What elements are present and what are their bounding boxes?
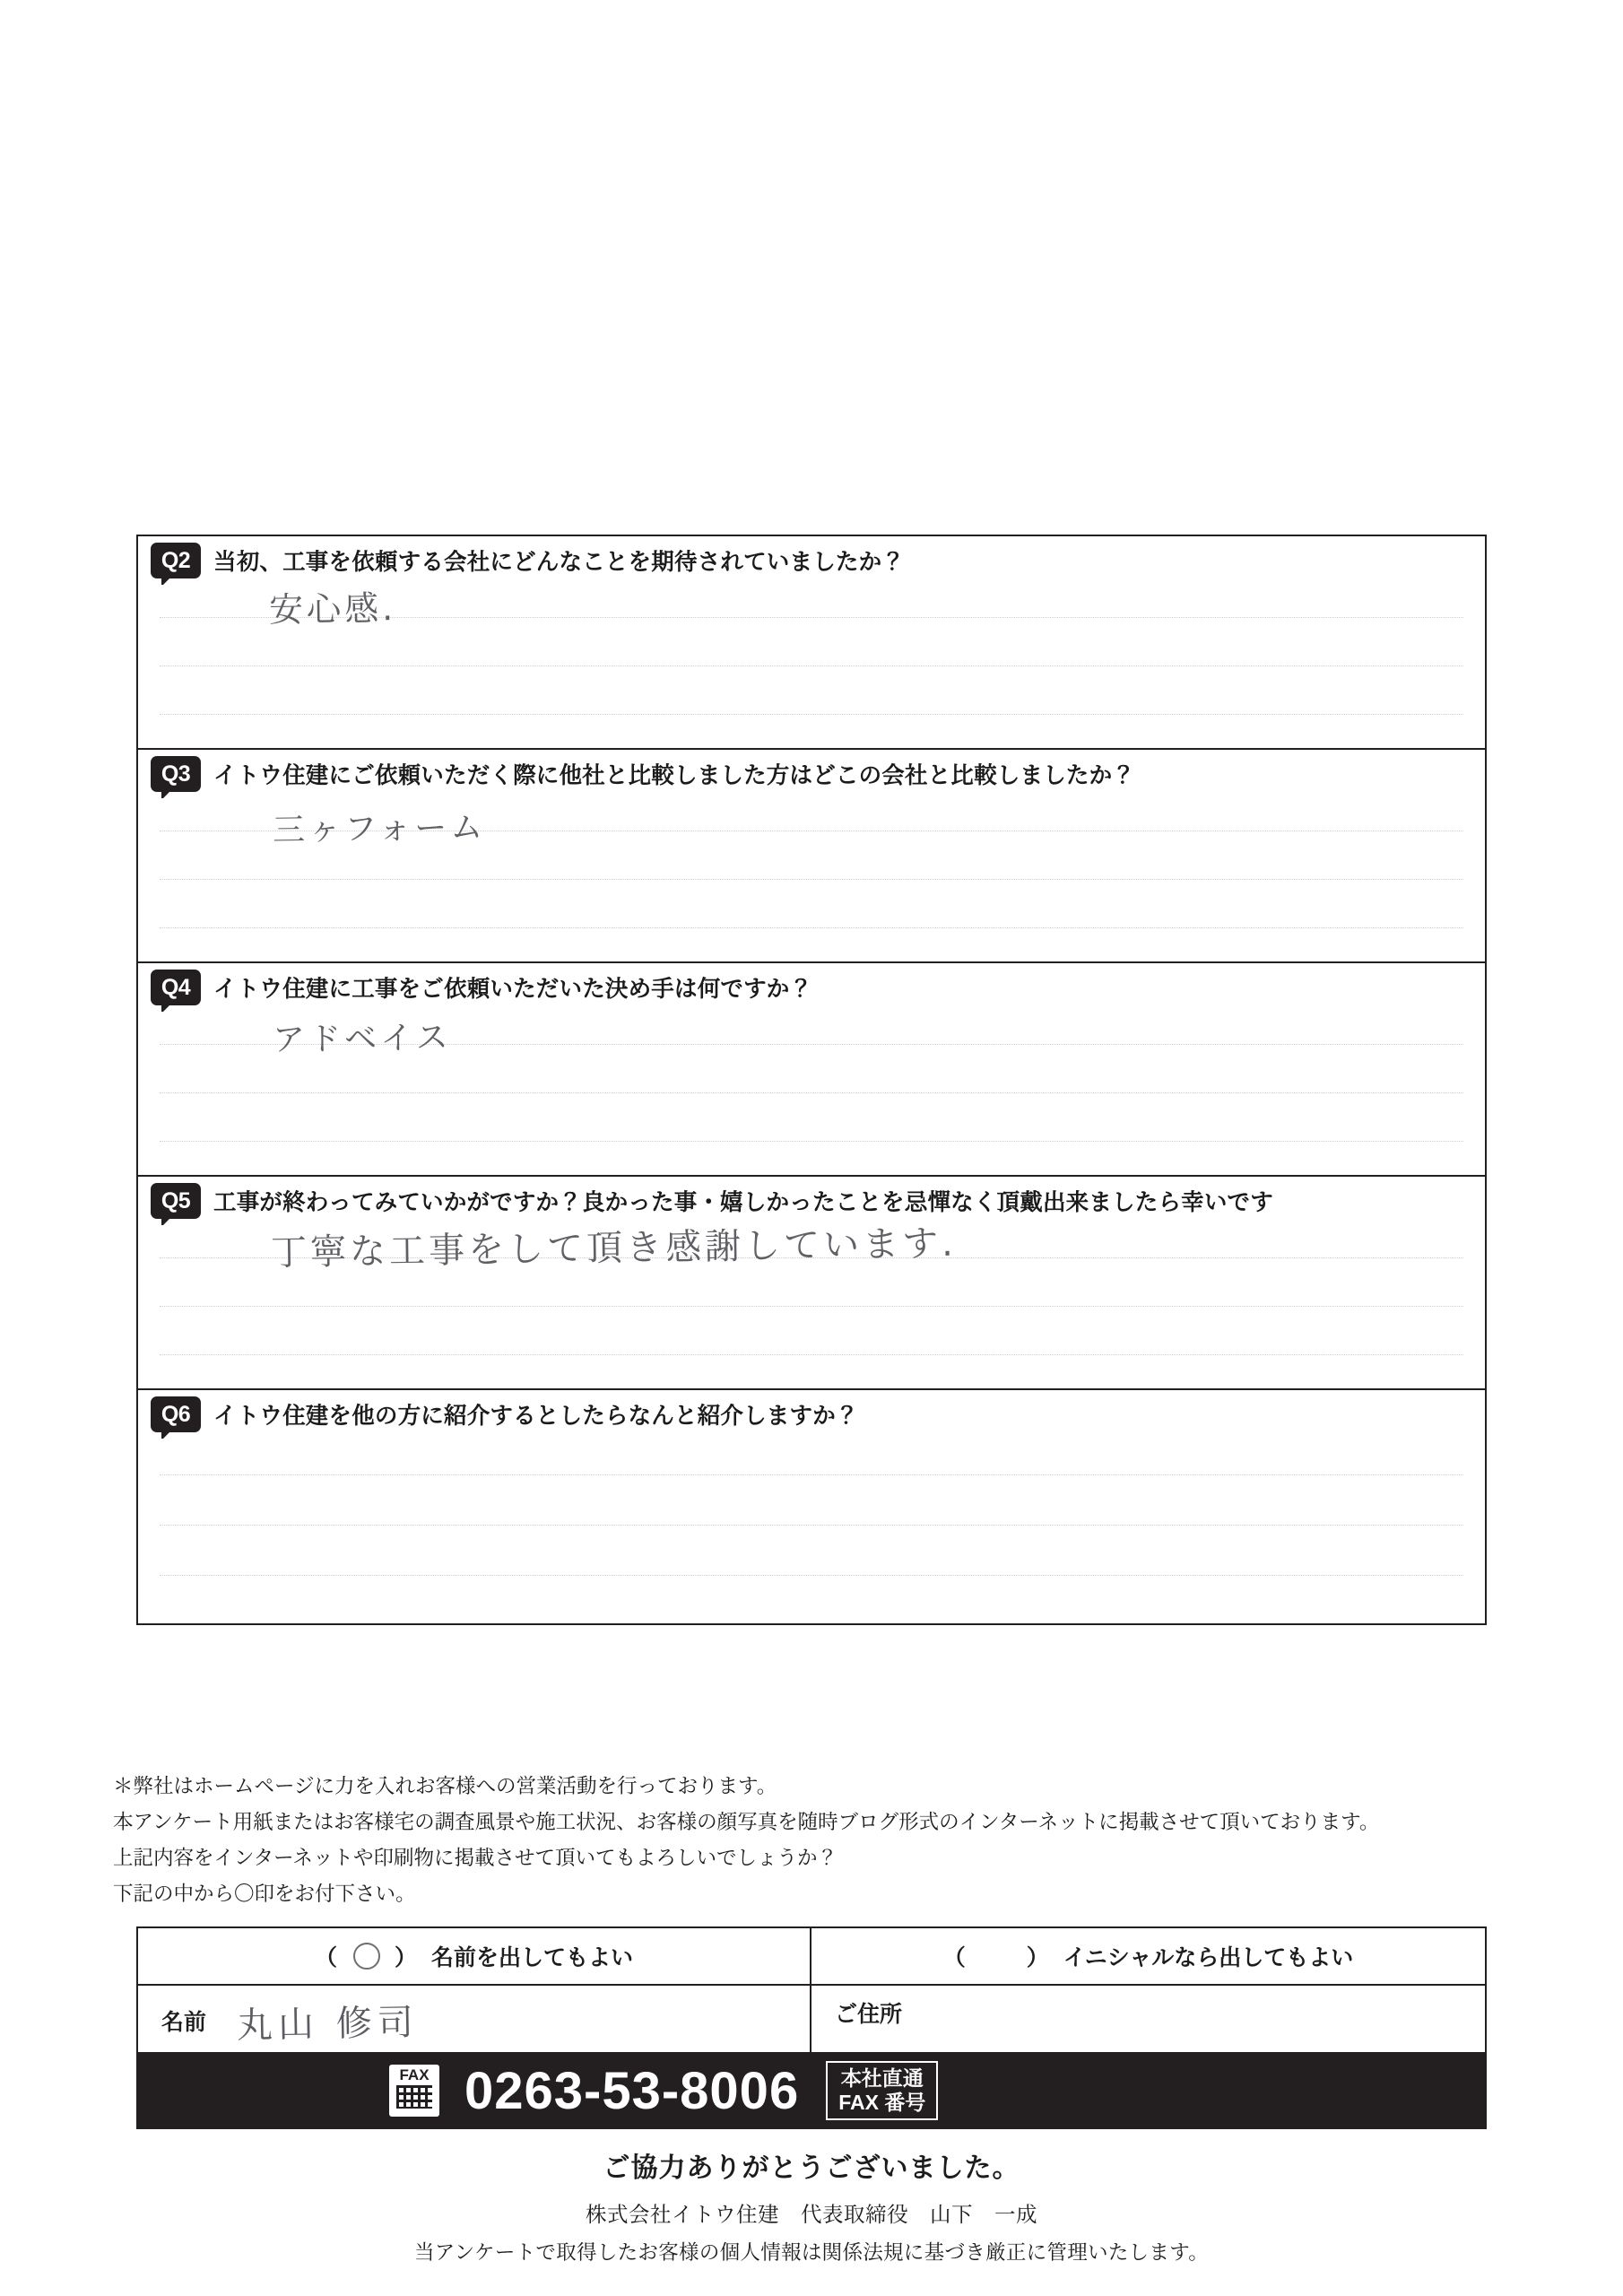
- consent-initial-paren-close: ）: [1026, 1945, 1051, 1970]
- answer-area-q5[interactable]: [138, 1222, 1485, 1388]
- rule-line: [160, 1141, 1463, 1142]
- privacy-notice: 当アンケートで取得したお客様の個人情報は関係法規に基づき厳正に管理いたします。: [413, 2241, 1210, 2264]
- fax-number: 0263-53-8006: [464, 2061, 800, 2120]
- note-line-4: 下記の中から〇印をお付下さい。: [113, 1883, 416, 1905]
- question-text-q5: 工事が終わってみていかがですか？良かった事・嬉しかったことを忌憚なく頂戴出来ましたら幸いです: [213, 1190, 1273, 1215]
- consent-name-paren-close: ）: [394, 1945, 419, 1970]
- fax-machine-icon: [389, 2065, 439, 2117]
- company-line: 株式会社イトウ住建 代表取締役 山下 一成: [586, 2203, 1037, 2226]
- question-row-q2: [138, 536, 1485, 750]
- fax-icon-label: FAX: [399, 2066, 430, 2083]
- question-block: [136, 535, 1487, 1625]
- fax-banner: [136, 2052, 1487, 2129]
- rule-line: [160, 879, 1463, 880]
- fax-tag-line2: FAX 番号: [838, 2091, 926, 2114]
- question-header-q6: [138, 1390, 1485, 1439]
- thanks-message: ご協力ありがとうございました。: [603, 2153, 1020, 2183]
- handwritten-answer-q3: 三ヶフォーム: [272, 809, 487, 849]
- rule-line: [160, 1354, 1463, 1355]
- question-row-q6: [138, 1390, 1485, 1623]
- question-badge-q3: Q3: [151, 756, 201, 792]
- consent-name-suffix: を出してもよい: [476, 1945, 634, 1970]
- name-field[interactable]: [138, 1986, 812, 2056]
- consent-name-paren-open: （: [314, 1945, 339, 1970]
- question-badge-q5: Q5: [151, 1183, 201, 1219]
- consent-option-initial[interactable]: [812, 1928, 1485, 1984]
- question-badge-q4: Q4: [151, 970, 201, 1005]
- handwritten-answer-q5: 丁寧な工事をして頂き感謝しています.: [270, 1222, 958, 1274]
- consent-option-name[interactable]: [138, 1928, 812, 1984]
- rule-line: [160, 665, 1463, 666]
- contact-fields-row: [138, 1986, 1485, 2056]
- page-footer: [0, 2145, 1623, 2266]
- question-text-q2: 当初、工事を依頼する会社にどんなことを期待されていましたか？: [213, 550, 906, 575]
- fax-direct-line-tag: [826, 2061, 938, 2120]
- answer-area-q2[interactable]: [138, 585, 1485, 748]
- question-text-q6: イトウ住建を他の方に紹介するとしたらなんと紹介しますか？: [213, 1404, 859, 1429]
- question-badge-q2: Q2: [151, 543, 201, 578]
- question-text-q4: イトウ住建に工事をご依頼いただいた決め手は何ですか？: [213, 977, 813, 1002]
- rule-line: [160, 1092, 1463, 1093]
- handwritten-answer-q4: アドベイス: [272, 1019, 452, 1059]
- rule-line: [160, 714, 1463, 715]
- address-field[interactable]: [812, 1986, 1485, 2056]
- fax-icon-keypad: [396, 2085, 432, 2109]
- answer-area-q3[interactable]: [138, 798, 1485, 961]
- question-header-q2: [138, 536, 1485, 585]
- consent-initial-label: イニシャル: [1063, 1945, 1175, 1970]
- handwritten-answer-q2: 安心感.: [268, 588, 397, 630]
- consent-initial-suffix: なら出してもよい: [1174, 1945, 1354, 1970]
- note-line-2: 本アンケート用紙またはお客様宅の調査風景や施工状況、お客様の顔写真を随時ブログ形式のインターネットに掲載させて頂いております。: [113, 1811, 1380, 1833]
- answer-area-q4[interactable]: [138, 1012, 1485, 1175]
- publication-notes: [113, 1769, 1512, 1912]
- fax-tag-line1: 本社直通: [840, 2066, 924, 2090]
- name-field-value: 丸山 修司: [236, 2001, 420, 2047]
- note-line-3: 上記内容をインターネットや印刷物に掲載させて頂いてもよろしいでしょうか？: [113, 1847, 838, 1869]
- note-line-1: ＊弊社はホームページに力を入れお客様への営業活動を行っております。: [113, 1775, 777, 1797]
- consent-table: [136, 1926, 1487, 2057]
- question-row-q3: [138, 750, 1485, 963]
- rule-line: [160, 1474, 1463, 1475]
- circle-mark-icon: [353, 1943, 380, 1970]
- question-header-q4: [138, 963, 1485, 1012]
- question-text-q3: イトウ住建にご依頼いただく際に他社と比較しました方はどこの会社と比較しましたか？: [213, 763, 1136, 788]
- question-badge-q6: Q6: [151, 1396, 201, 1432]
- rule-line: [160, 927, 1463, 928]
- consent-options-row: [138, 1928, 1485, 1986]
- question-header-q3: [138, 750, 1485, 798]
- rule-line: [160, 1525, 1463, 1526]
- name-field-label: 名前: [161, 2010, 207, 2035]
- question-row-q4: [138, 963, 1485, 1177]
- consent-initial-paren-open: （: [942, 1945, 968, 1970]
- rule-line: [160, 1575, 1463, 1576]
- answer-area-q6[interactable]: [138, 1439, 1485, 1623]
- consent-name-label: 名前: [431, 1945, 477, 1970]
- rule-line: [160, 1306, 1463, 1307]
- question-row-q5: [138, 1177, 1485, 1390]
- address-field-label: ご住所: [835, 2002, 903, 2027]
